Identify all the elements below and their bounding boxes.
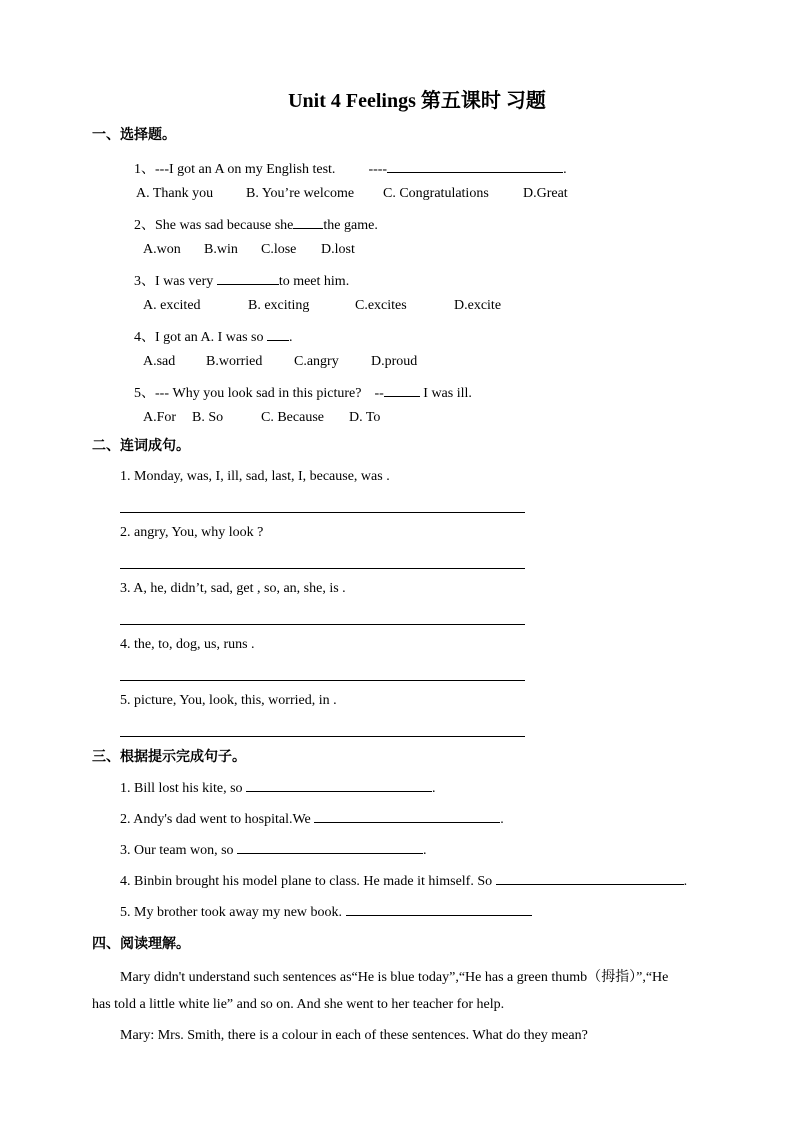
- complete-item-2-text: 2. Andy's dad went to hospital.We: [120, 812, 311, 827]
- question-3-option-c: C.excites: [355, 298, 407, 313]
- question-2-option-a: A.won: [143, 242, 181, 257]
- answer-blank[interactable]: [314, 810, 500, 823]
- question-1-reply-prefix: ----: [368, 162, 388, 177]
- answer-blank[interactable]: [293, 216, 323, 229]
- answer-line[interactable]: [120, 680, 525, 681]
- page-title: Unit 4 Feelings 第五课时 习题: [288, 90, 546, 112]
- complete-item-5-text: 5. My brother took away my new book.: [120, 905, 343, 920]
- question-3: [134, 270, 349, 290]
- answer-blank[interactable]: [246, 779, 432, 792]
- section-heading-multiple-choice: 一、选择题。: [92, 127, 176, 143]
- reading-paragraph-1-line-2: has told a little white lie” and so on. And she went to her teacher for help.: [92, 997, 505, 1012]
- answer-line[interactable]: [120, 736, 525, 737]
- question-1-option-d: D.Great: [523, 186, 568, 201]
- complete-item-2-end: .: [500, 812, 504, 827]
- section-heading-complete-sentences: 三、根据提示完成句子。: [92, 749, 246, 765]
- answer-blank[interactable]: [496, 872, 684, 885]
- complete-item-3: [120, 841, 427, 859]
- reorder-item-1: 1. Monday, was, I, ill, sad, last, I, because, was .: [120, 469, 390, 484]
- reorder-item-2: 2. angry, You, why look ?: [120, 525, 264, 540]
- question-5: [134, 382, 472, 402]
- answer-blank[interactable]: [237, 841, 423, 854]
- question-2: [134, 214, 378, 234]
- reorder-item-3: 3. A, he, didn’t, sad, get , so, an, she, is .: [120, 581, 346, 596]
- complete-item-3-text: 3. Our team won, so: [120, 843, 234, 858]
- question-3-stem-b: to meet him.: [278, 274, 350, 289]
- question-1-option-b: B. You’re welcome: [246, 186, 355, 201]
- reorder-item-5: 5. picture, You, look, this, worried, in .: [120, 693, 337, 708]
- question-5-option-d: D. To: [349, 410, 381, 425]
- question-5-option-c: C. Because: [261, 410, 324, 425]
- complete-item-2: [120, 810, 504, 828]
- complete-item-3-end: .: [423, 843, 427, 858]
- question-1-option-a: A. Thank you: [136, 186, 214, 201]
- complete-item-1-end: .: [432, 781, 436, 796]
- question-5-stem-b: I was ill.: [423, 386, 472, 401]
- complete-item-5: [120, 903, 532, 921]
- question-2-stem-b: the game.: [323, 218, 378, 233]
- complete-item-1-text: 1. Bill lost his kite, so: [120, 781, 243, 796]
- question-3-option-a: A. excited: [143, 298, 201, 313]
- answer-line[interactable]: [120, 624, 525, 625]
- question-4-option-b: B.worried: [206, 354, 263, 369]
- reading-paragraph-2: Mary: Mrs. Smith, there is a colour in each of these sentences. What do they mean?: [120, 1028, 588, 1043]
- answer-line[interactable]: [120, 512, 525, 513]
- complete-item-4-text: 4. Binbin brought his model plane to class. He made it himself. So: [120, 874, 493, 889]
- question-4-stem-b: .: [289, 330, 293, 345]
- reading-paragraph-1-line-1: Mary didn't understand such sentences as“He is blue today”,“He has a green thumb（拇指）”,“He: [120, 970, 669, 985]
- question-4-stem-a: 4、I got an A. I was so: [134, 330, 264, 345]
- answer-blank[interactable]: [217, 272, 279, 285]
- question-1: [134, 158, 567, 178]
- question-5-stem-a: 5、--- Why you look sad in this picture?: [134, 386, 362, 401]
- answer-blank[interactable]: [267, 328, 289, 341]
- answer-line[interactable]: [120, 568, 525, 569]
- question-3-option-d: D.excite: [454, 298, 502, 313]
- question-5-option-b: B. So: [192, 410, 224, 425]
- question-2-option-b: B.win: [204, 242, 238, 257]
- question-1-stem: 1、---I got an A on my English test.: [134, 162, 336, 177]
- section-heading-word-order: 二、连词成句。: [92, 438, 190, 454]
- question-4-option-c: C.angry: [294, 354, 339, 369]
- question-5-stem-mid: --: [374, 386, 384, 401]
- question-2-option-c: C.lose: [261, 242, 297, 257]
- answer-blank[interactable]: [384, 384, 420, 397]
- question-1-option-c: C. Congratulations: [383, 186, 489, 201]
- question-4: [134, 326, 293, 346]
- complete-item-1: [120, 779, 436, 797]
- reorder-item-4: 4. the, to, dog, us, runs .: [120, 637, 255, 652]
- question-1-end: .: [563, 162, 567, 177]
- question-2-option-d: D.lost: [321, 242, 355, 257]
- question-3-option-b: B. exciting: [248, 298, 310, 313]
- question-4-option-d: D.proud: [371, 354, 418, 369]
- complete-item-4-end: .: [683, 874, 688, 889]
- question-3-stem-a: 3、I was very: [134, 274, 214, 289]
- question-2-stem-a: 2、She was sad because she: [134, 218, 294, 233]
- answer-blank[interactable]: [346, 903, 532, 916]
- complete-item-4: [120, 872, 687, 890]
- section-heading-reading: 四、阅读理解。: [92, 936, 190, 952]
- answer-blank[interactable]: [387, 160, 563, 173]
- question-5-option-a: A.For: [143, 410, 177, 425]
- question-4-option-a: A.sad: [143, 354, 176, 369]
